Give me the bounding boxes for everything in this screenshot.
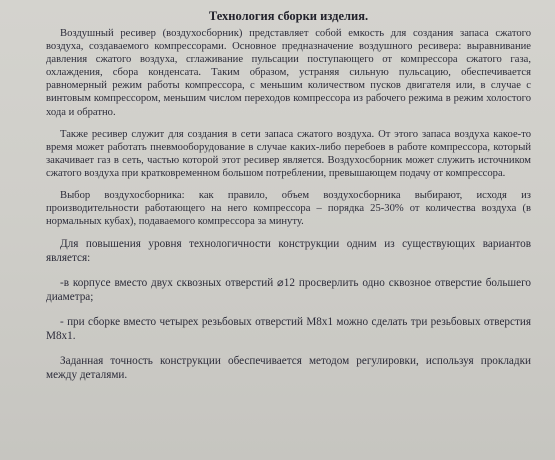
paragraph-manufacturability: Для повышения уровня технологичности конструкции одним из существующих вариантов является: <box>46 238 531 265</box>
paragraph-option-threads: - при сборке вместо четырех резьбовых отверстий М8х1 можно сделать три резьбовых отверстия М8х1. <box>46 316 531 343</box>
paragraph-receiver-selection: Выбор воздухосборника: как правило, объем воздухосборника выбирают, исходя из производительности работающего на него компрессора – порядка 25-30% от количества воздуха (в нормальных кубах), подаваемого компрессора за минуту. <box>46 190 531 228</box>
paragraph-accuracy: Заданная точность конструкции обеспечивается методом регулировки, используя прокладки между деталями. <box>46 355 531 382</box>
paragraph-receiver-reserve: Также ресивер служит для создания в сети запаса сжатого воздуха. От этого запаса воздуха какое-то время может работать пневмооборудование в случае каких-либо перебоев в работе компрессора, который закачивает газ в сеть, частью которой этот ресивер является. Воздухосборник может служить источником сжатого воздуха при кратковременном большом потреблении, превышающем подачу от компрессора. <box>46 128 531 179</box>
paragraph-option-holes: -в корпусе вместо двух сквозных отверстий ⌀12 просверлить одно сквозное отверстие большего диаметра; <box>46 277 531 304</box>
paragraph-receiver-purpose: Воздушный ресивер (воздухосборник) представляет собой емкость для создания запаса сжатого воздуха, создаваемого компрессорами. Основное предназначение воздушного ресивера: выравнивание давления сжатого воздуха, сглаживание пульсации поступающего от компрессора сжатого газа, охлаждения, сбора конденсата. Таким образом, устраняя сильную пульсацию, обеспечивается равномерный режим работы компрессора, с меньшим количеством пусков двигателя или, в случае с винтовым компрессором, меньшим числом переходов компрессора из рабочего режима в режим холостого хода и обратно. <box>46 28 531 118</box>
document-title: Технология сборки изделия. <box>208 9 369 23</box>
